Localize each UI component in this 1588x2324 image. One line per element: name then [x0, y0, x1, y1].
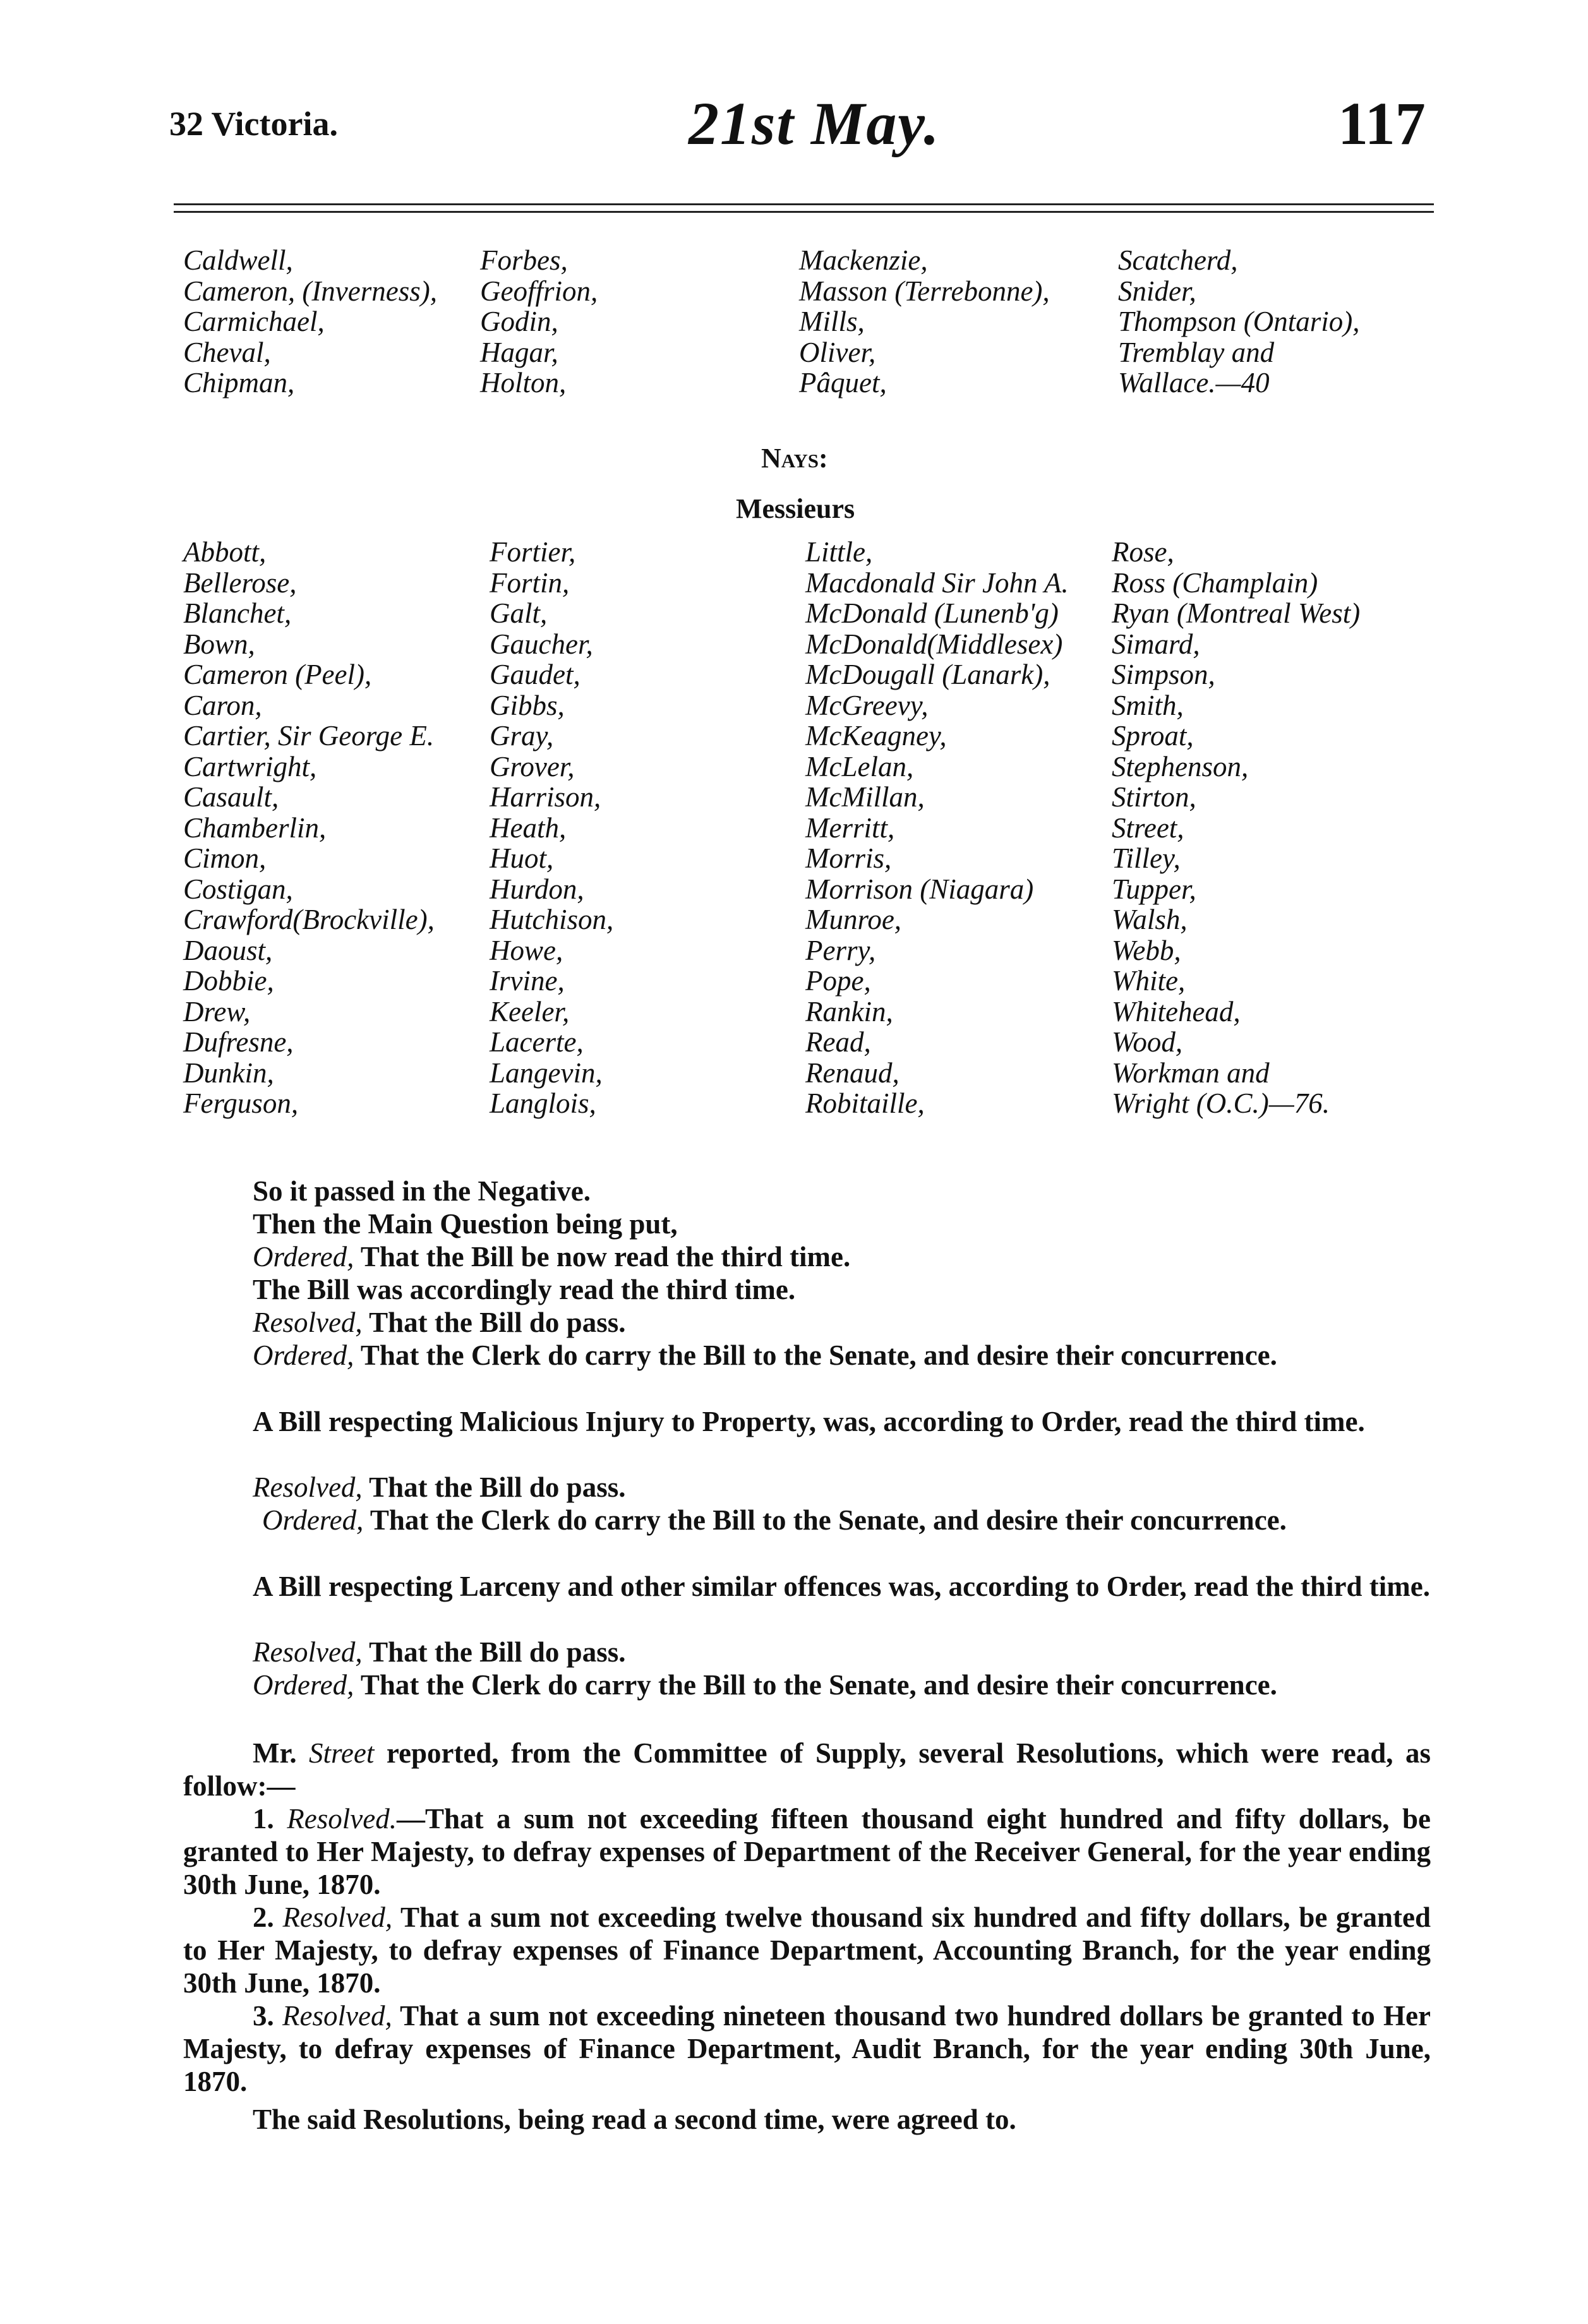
- resolved-text: That the Bill do pass.: [362, 1307, 626, 1338]
- member-name: Ross (Champlain): [1112, 566, 1318, 599]
- member-name: Stephenson,: [1112, 750, 1249, 782]
- member-name: Morris,: [805, 842, 892, 874]
- member-name: Casault,: [183, 781, 279, 813]
- proceeding-resolved: [253, 1306, 625, 1339]
- member-name: Chipman,: [183, 367, 295, 398]
- member-name: McMillan,: [805, 781, 925, 813]
- proceeding-ordered-third: [253, 1240, 850, 1273]
- member-name: Keeler,: [490, 995, 570, 1027]
- member-name: Holton,: [480, 367, 567, 398]
- member-name: Simpson,: [1112, 659, 1215, 690]
- member-name: Fortier,: [490, 536, 576, 568]
- member-name: Ryan (Montreal West): [1112, 597, 1361, 629]
- supply-report-intro: [183, 1737, 1431, 1802]
- member-name: Webb,: [1112, 934, 1181, 966]
- member-name: Cartwright,: [183, 750, 317, 782]
- page-number: 117: [1338, 90, 1426, 157]
- member-name: Bown,: [183, 628, 255, 660]
- ordered-label: Ordered,: [253, 1669, 354, 1701]
- ordered-text: That the Clerk do carry the Bill to the Senate, and desire their concurrence.: [354, 1669, 1277, 1701]
- supply-intro-text: reported, from the Committee of Supply, several Resolutions, which were read, as follow:—: [183, 1737, 1431, 1802]
- bill2-ordered: [253, 1668, 1277, 1701]
- supply-resolution-3: [183, 1999, 1431, 2098]
- member-name: Drew,: [183, 995, 251, 1027]
- member-name: Scatcherd,: [1118, 244, 1238, 276]
- member-name: Macdonald Sir John A.: [805, 566, 1069, 599]
- member-name: McKeagney,: [805, 720, 947, 752]
- nays-heading: Nays:: [761, 443, 828, 474]
- yeas-column-2: [480, 245, 598, 398]
- member-name: Robitaille,: [805, 1087, 925, 1119]
- member-name: Cartier, Sir George E.: [183, 720, 435, 752]
- member-name: Renaud,: [805, 1057, 899, 1089]
- nays-column-1: [183, 537, 435, 1119]
- member-name: Snider,: [1118, 275, 1196, 307]
- member-name: Harrison,: [490, 781, 601, 813]
- resolution-text: —That a sum not exceeding fifteen thousand eight hundred and fifty dollars, be granted to Her Majesty, to defray expenses of Department of the Receiver General, for the year ending 30th June, 1870.: [183, 1803, 1431, 1900]
- member-name: Langlois,: [490, 1087, 596, 1119]
- session-label: 32 Victoria.: [169, 105, 338, 143]
- member-name: Carmichael,: [183, 306, 325, 337]
- member-name: Crawford(Brockville),: [183, 904, 435, 935]
- header-rule-bottom: [174, 211, 1434, 213]
- member-name: Workman and: [1112, 1057, 1270, 1089]
- resolved-label: Resolved,: [253, 1307, 363, 1338]
- supply-resolution-1: [183, 1802, 1431, 1901]
- member-name: Hagar,: [480, 336, 558, 368]
- ordered-text: That the Clerk do carry the Bill to the Senate, and desire their concurrence.: [363, 1504, 1287, 1536]
- ordered-label: Ordered,: [262, 1504, 364, 1536]
- yeas-column-4: [1118, 245, 1360, 398]
- resolution-number: 2.: [253, 1902, 283, 1933]
- member-name: Wright (O.C.)—76.: [1112, 1087, 1330, 1119]
- member-name: Grover,: [490, 750, 575, 782]
- resolved-text: That the Bill do pass.: [362, 1471, 626, 1503]
- member-name: Rose,: [1112, 536, 1174, 568]
- member-name: Daoust,: [183, 934, 273, 966]
- resolution-text: That a sum not exceeding nineteen thousand two hundred dollars be granted to Her Majesty, to defray expenses of Finance Department, Audit Branch, for the year ending 30th June, 1870.: [183, 2000, 1431, 2097]
- resolved-label: Resolved,: [282, 1902, 393, 1933]
- member-name: Heath,: [490, 812, 567, 844]
- member-name: Morrison (Niagara): [805, 873, 1034, 905]
- member-name: Smith,: [1112, 689, 1184, 721]
- ordered-text: That the Bill be now read the third time.: [354, 1241, 851, 1273]
- resolved-label: Resolved,: [253, 1636, 363, 1668]
- resolutions-agreed: The said Resolutions, being read a second time, were agreed to.: [253, 2104, 1016, 2135]
- ordered-text: That the Clerk do carry the Bill to the Senate, and desire their concurrence.: [354, 1339, 1277, 1371]
- member-name: Dunkin,: [183, 1057, 274, 1089]
- bill2-resolved: [253, 1636, 625, 1668]
- bill-malicious-injury: A Bill respecting Malicious Injury to Property, was, according to Order, read the third time.: [253, 1406, 1365, 1437]
- member-name: Walsh,: [1112, 904, 1188, 935]
- member-name: Mackenzie,: [799, 244, 928, 276]
- member-name: Rankin,: [805, 995, 893, 1027]
- member-name: Gray,: [490, 720, 554, 752]
- member-name: Wood,: [1112, 1026, 1183, 1058]
- member-name: Perry,: [805, 934, 876, 966]
- member-name: Howe,: [490, 934, 563, 966]
- member-name: Masson (Terrebonne),: [799, 275, 1050, 307]
- member-name: Chamberlin,: [183, 812, 327, 844]
- member-name: Ferguson,: [183, 1087, 299, 1119]
- member-name: Irvine,: [490, 965, 565, 997]
- member-name: Caldwell,: [183, 244, 293, 276]
- member-name: Pâquet,: [799, 367, 887, 398]
- member-name: Read,: [805, 1026, 871, 1058]
- member-name: McDonald (Lunenb'g): [805, 597, 1059, 629]
- member-name: Merritt,: [805, 812, 895, 844]
- proceeding-negative: So it passed in the Negative.: [253, 1175, 591, 1207]
- member-name: McLelan,: [805, 750, 914, 782]
- member-name: Simard,: [1112, 628, 1200, 660]
- proceeding-read-third: The Bill was accordingly read the third time.: [253, 1274, 796, 1305]
- member-name: Caron,: [183, 689, 262, 721]
- member-name: Tremblay and: [1118, 336, 1275, 368]
- nays-column-3: [805, 537, 1069, 1119]
- member-name: Thompson (Ontario),: [1118, 306, 1360, 337]
- member-name: Godin,: [480, 306, 558, 337]
- member-name: Abbott,: [183, 536, 267, 568]
- member-name: Blanchet,: [183, 597, 292, 629]
- page-date: 21st May.: [689, 90, 941, 157]
- member-name: Forbes,: [480, 244, 568, 276]
- member-name: Pope,: [805, 965, 871, 997]
- member-name: Geoffrion,: [480, 275, 598, 307]
- member-name: Bellerose,: [183, 566, 297, 599]
- member-name: Gaudet,: [490, 659, 580, 690]
- member-name: Lacerte,: [490, 1026, 584, 1058]
- member-name: Dobbie,: [183, 965, 274, 997]
- resolved-text: That the Bill do pass.: [362, 1636, 626, 1668]
- ordered-label: Ordered,: [253, 1339, 354, 1371]
- member-name: Gaucher,: [490, 628, 593, 660]
- supply-resolution-2: [183, 1901, 1431, 1999]
- member-name: Cimon,: [183, 842, 267, 874]
- bill1-ordered: [262, 1504, 1287, 1536]
- member-name: Costigan,: [183, 873, 293, 905]
- member-name: Cheval,: [183, 336, 271, 368]
- bill1-resolved: [253, 1471, 625, 1504]
- yeas-column-1: [183, 245, 437, 398]
- nays-column-2: [490, 537, 613, 1119]
- proceeding-ordered-clerk: [253, 1339, 1277, 1372]
- member-name: McDougall (Lanark),: [805, 659, 1050, 690]
- member-name: Sproat,: [1112, 720, 1194, 752]
- resolved-label: Resolved.: [287, 1803, 397, 1835]
- resolved-label: Resolved,: [282, 2000, 392, 2032]
- member-name: Mills,: [799, 306, 865, 337]
- header-rule-top: [174, 203, 1434, 205]
- member-name: White,: [1112, 965, 1186, 997]
- member-name: Hutchison,: [490, 904, 614, 935]
- ordered-label: Ordered,: [253, 1241, 354, 1273]
- member-name: McDonald(Middlesex): [805, 628, 1063, 660]
- member-name: Tupper,: [1112, 873, 1196, 905]
- member-name: Galt,: [490, 597, 548, 629]
- proceeding-main-question: Then the Main Question being put,: [253, 1208, 678, 1240]
- bill-larceny: A Bill respecting Larceny and other similar offences was, according to Order, read the third time.: [253, 1571, 1431, 1602]
- member-name: Cameron, (Inverness),: [183, 275, 437, 307]
- member-name: Little,: [805, 536, 873, 568]
- resolution-number: 1.: [253, 1803, 287, 1835]
- member-name: Street,: [1112, 812, 1184, 844]
- member-name: Gibbs,: [490, 689, 565, 721]
- resolution-text: That a sum not exceeding twelve thousand six hundred and fifty dollars, be granted to Her Majesty, to defray expenses of Finance Department, Accounting Branch, for the year ending 30th June, 1870.: [183, 1902, 1431, 1999]
- member-name: Munroe,: [805, 904, 902, 935]
- yeas-column-3: [799, 245, 1050, 398]
- member-name: Cameron (Peel),: [183, 659, 372, 690]
- member-name: Fortin,: [490, 566, 570, 599]
- resolution-number: 3.: [253, 2000, 283, 2032]
- member-name: Tilley,: [1112, 842, 1181, 874]
- member-name: McGreevy,: [805, 689, 929, 721]
- member-name: Oliver,: [799, 336, 876, 368]
- member-name: Huot,: [490, 842, 554, 874]
- member-name: Whitehead,: [1112, 995, 1241, 1027]
- supply-intro-prefix: Mr.: [253, 1737, 310, 1769]
- member-name: Hurdon,: [490, 873, 584, 905]
- member-name: Stirton,: [1112, 781, 1196, 813]
- messieurs-heading: Messieurs: [736, 493, 855, 524]
- member-name: Wallace.—40: [1118, 367, 1270, 398]
- nays-column-4: [1112, 537, 1360, 1119]
- member-name: Dufresne,: [183, 1026, 294, 1058]
- member-name: Langevin,: [490, 1057, 603, 1089]
- resolved-label: Resolved,: [253, 1471, 363, 1503]
- member-name: Street: [309, 1737, 375, 1769]
